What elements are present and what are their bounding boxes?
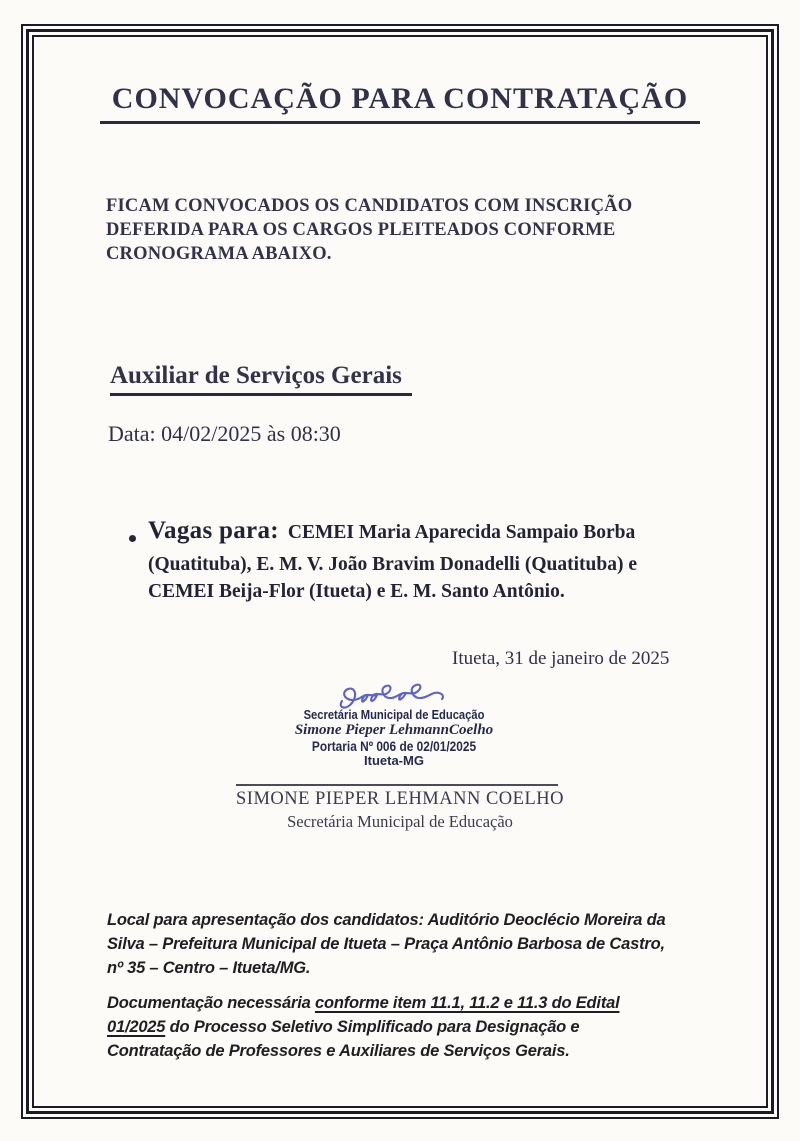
intro-line: DEFERIDA PARA OS CARGOS PLEITEADOS CONFORME xyxy=(106,220,616,240)
documentation-note-text: Documentação necessária xyxy=(107,994,315,1012)
document-title-text: CONVOCAÇÃO PARA CONTRATAÇÃO xyxy=(100,82,700,124)
documentation-note-text: do Processo Seletivo Simplificado para Designação e xyxy=(165,1018,580,1036)
document-title xyxy=(0,82,800,124)
vacancies-schools: CEMEI Maria Aparecida Sampaio Borba xyxy=(287,522,636,543)
intro-line: FICAM CONVOCADOS OS CANDIDATOS COM INSCRIÇÃO xyxy=(106,196,633,216)
stamp-city-line: Itueta-MG xyxy=(364,753,424,768)
stamp-role-line: Secretária Municipal de Educação xyxy=(303,707,485,722)
documentation-note-line xyxy=(107,991,619,1015)
vacancies-line: CEMEI Beija-Flor (Itueta) e E. M. Santo Antônio. xyxy=(148,581,565,602)
stamp-name-line: Simone Pieper LehmannCoelho xyxy=(294,722,494,738)
documentation-note-line: Contratação de Professores e Auxiliares de Serviços Gerais. xyxy=(107,1042,570,1060)
intro-paragraph xyxy=(106,194,632,266)
vacancies-line: (Quatituba), E. M. V. João Bravim Donadelli (Quatituba) e xyxy=(148,554,637,575)
job-title-text: Auxiliar de Serviços Gerais xyxy=(110,362,412,396)
signatory-role: Secretária Municipal de Educação xyxy=(287,812,513,831)
place-date-line: Itueta, 31 de janeiro de 2025 xyxy=(452,648,670,669)
signature-line xyxy=(236,784,558,786)
location-note-line: Silva – Prefeitura Municipal de Itueta – Praça Antônio Barbosa de Castro, xyxy=(107,935,665,953)
bullet-dot xyxy=(129,535,136,542)
job-title-heading xyxy=(110,362,412,396)
location-note-line: nº 35 – Centro – Itueta/MG. xyxy=(107,959,311,977)
location-note xyxy=(107,908,665,980)
signatory-name: SIMONE PIEPER LEHMANN COELHO xyxy=(236,789,564,809)
documentation-note xyxy=(107,991,619,1063)
schedule-date-line: Data: 04/02/2025 às 08:30 xyxy=(108,421,341,446)
vacancies-label: Vagas para: xyxy=(148,517,279,544)
location-note-line: Local para apresentação dos candidatos: Auditório Deoclécio Moreira da xyxy=(107,911,666,929)
documentation-note-line xyxy=(107,1015,619,1039)
intro-line: CRONOGRAMA ABAIXO. xyxy=(106,244,332,264)
vacancies-first-line xyxy=(148,513,688,551)
stamp-portaria-line: Portaria Nº 006 de 02/01/2025 xyxy=(311,739,477,754)
official-stamp xyxy=(276,708,512,768)
documentation-note-underlined: conforme item 11.1, 11.2 e 11.3 do Edital xyxy=(314,994,620,1012)
vacancies-item xyxy=(148,513,688,605)
documentation-note-underlined: 01/2025 xyxy=(107,1018,166,1036)
